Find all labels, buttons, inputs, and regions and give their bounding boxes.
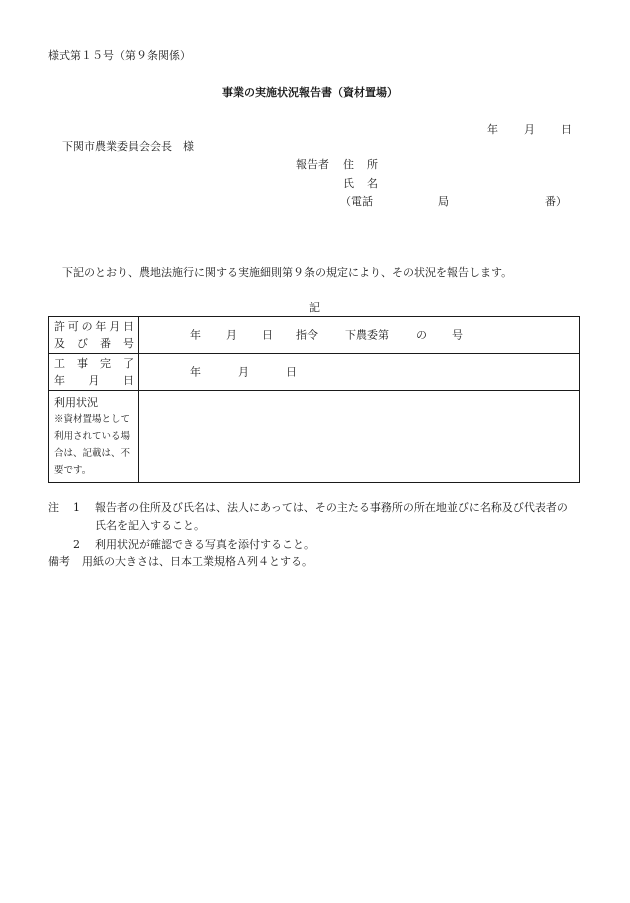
biko-label: 備考 bbox=[48, 555, 70, 568]
completion-year: 年 bbox=[190, 365, 201, 379]
permit-value-cell[interactable] bbox=[139, 317, 580, 354]
permit-no: の bbox=[416, 328, 427, 342]
date-year: 年 bbox=[487, 123, 498, 136]
label-char: 完 bbox=[100, 357, 111, 370]
form-number: 様式第１５号（第９条関係） bbox=[48, 49, 191, 62]
label-char: の bbox=[81, 320, 93, 333]
note2-number: 2 bbox=[73, 538, 80, 551]
usage-value-cell[interactable] bbox=[139, 391, 580, 483]
phone-open: （電話 bbox=[340, 195, 373, 208]
note2-text: 利用状況が確認できる写真を添付すること。 bbox=[95, 538, 315, 551]
usage-note-line3: 合は、記載は、不 bbox=[54, 448, 131, 459]
row-usage bbox=[49, 391, 580, 483]
biko-text: 用紙の大きさは、日本工業規格Ａ列４とする。 bbox=[82, 555, 313, 568]
label-char: 可 bbox=[67, 320, 79, 333]
phone-close: 番） bbox=[545, 195, 567, 208]
address-label-1: 住 bbox=[343, 158, 354, 171]
note1-line2: 氏名を記入すること。 bbox=[95, 519, 205, 532]
completion-label-cell bbox=[49, 354, 139, 391]
usage-note-line4: 要です。 bbox=[54, 465, 92, 476]
label-char: 事 bbox=[77, 357, 88, 370]
phone-area: 局 bbox=[438, 195, 449, 208]
report-table bbox=[48, 316, 580, 483]
label-char: 番 bbox=[100, 337, 111, 350]
label-char: 年 bbox=[54, 374, 65, 387]
label-char: 年 bbox=[95, 320, 107, 333]
addressee: 下関市農業委員会会長 様 bbox=[62, 140, 194, 153]
address-label-2: 所 bbox=[367, 158, 378, 171]
label-char: 許 bbox=[54, 320, 65, 333]
label-char: び bbox=[77, 337, 88, 350]
usage-label: 利用状況 bbox=[54, 396, 98, 409]
permit-directive: 指令 bbox=[296, 328, 318, 342]
page-title: 事業の実施状況報告書（資材置場） bbox=[222, 86, 398, 99]
permit-go: 号 bbox=[452, 328, 463, 342]
usage-note-line1: ※資材置場として bbox=[54, 414, 131, 425]
date-month: 月 bbox=[524, 123, 535, 136]
label-char: 及 bbox=[54, 337, 65, 350]
date-day: 日 bbox=[561, 123, 572, 136]
label-char: 工 bbox=[54, 357, 65, 370]
name-label-1: 氏 bbox=[343, 177, 354, 190]
permit-label-line1 bbox=[49, 318, 138, 335]
label-char: 日 bbox=[122, 320, 134, 333]
label-char: 日 bbox=[123, 374, 134, 387]
intro-text: 下記のとおり、農地法施行に関する実施細則第９条の規定により、その状況を報告します。 bbox=[62, 266, 513, 279]
row-permit bbox=[49, 317, 580, 354]
note1-number: 1 bbox=[73, 501, 80, 514]
permit-day: 日 bbox=[262, 328, 273, 342]
permit-month: 月 bbox=[226, 328, 237, 342]
completion-day: 日 bbox=[286, 365, 297, 379]
permit-label-cell bbox=[49, 317, 139, 354]
completion-label-line2 bbox=[49, 372, 138, 389]
usage-label-cell bbox=[49, 391, 139, 483]
label-char: 月 bbox=[109, 320, 121, 333]
label-char: 了 bbox=[123, 357, 134, 370]
ki-heading: 記 bbox=[309, 301, 320, 314]
label-char: 号 bbox=[123, 337, 134, 350]
usage-note-line2: 利用されている場 bbox=[54, 431, 131, 442]
permit-prefix: 下農委第 bbox=[345, 328, 389, 342]
completion-label-line1 bbox=[49, 355, 138, 372]
reporter-label: 報告者 bbox=[296, 158, 329, 171]
label-char: 月 bbox=[88, 374, 100, 387]
note-label: 注 bbox=[48, 501, 59, 514]
completion-month: 月 bbox=[238, 365, 249, 379]
name-label-2: 名 bbox=[367, 177, 378, 190]
note1-line1: 報告者の住所及び氏名は、法人にあっては、その主たる事務所の所在地並びに名称及び代表者の bbox=[95, 501, 568, 514]
row-completion bbox=[49, 354, 580, 391]
completion-value-cell[interactable] bbox=[139, 354, 580, 391]
permit-label-line2 bbox=[49, 335, 138, 352]
permit-year: 年 bbox=[190, 328, 201, 342]
